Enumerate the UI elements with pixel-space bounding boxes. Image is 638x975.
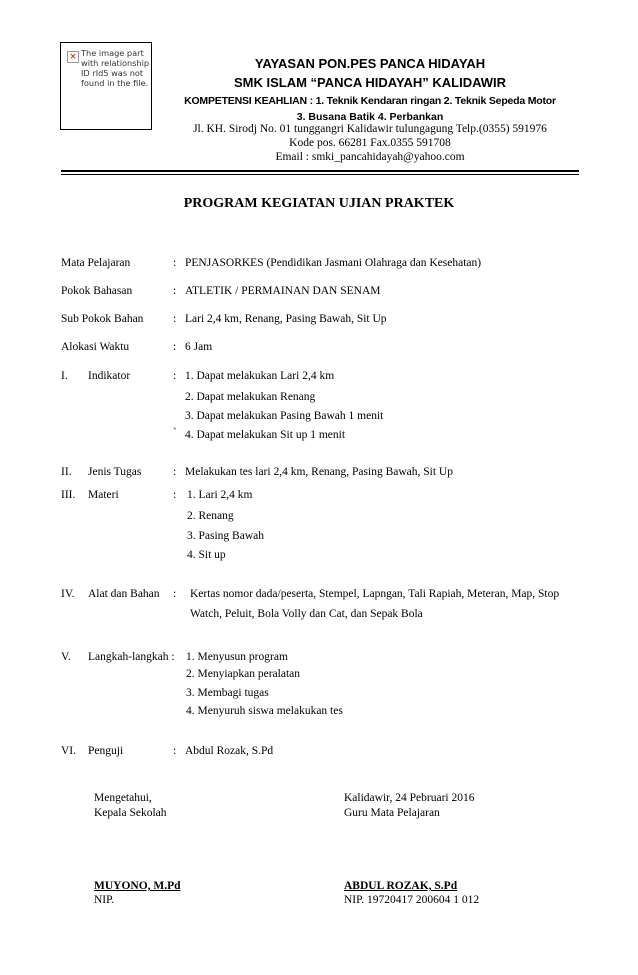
header-divider-thin: [61, 174, 579, 175]
section-number: V.: [61, 651, 71, 663]
stray-backtick: `: [173, 427, 177, 439]
penguji-value: Abdul Rozak, S.Pd: [185, 745, 274, 757]
jenis-tugas-label: Jenis Tugas: [88, 466, 142, 478]
langkah-item: 2. Menyiapkan peralatan: [186, 668, 300, 680]
school-name: SMK ISLAM “PANCA HIDAYAH” KALIDAWIR: [233, 75, 507, 90]
colon: :: [173, 257, 177, 269]
indikator-item: 2. Dapat melakukan Renang: [185, 391, 316, 403]
colon: :: [173, 466, 177, 478]
broken-image-text: The image part with relationship ID rId5 was not found in the file.: [81, 48, 150, 88]
colon: :: [173, 285, 177, 297]
section-number: VI.: [61, 745, 77, 757]
mapel-label: Mata Pelajaran: [61, 257, 131, 269]
alat-bahan-line: Watch, Peluit, Bola Volly dan Cat, dan Sepak Bola: [190, 608, 423, 620]
materi-item: 3. Pasing Bawah: [187, 530, 264, 542]
acknowledged-label: Mengetahui,: [94, 792, 152, 804]
colon: :: [173, 313, 177, 325]
pokok-value: ATLETIK / PERMAINAN DAN SENAM: [185, 285, 381, 297]
alokasi-value: 6 Jam: [185, 341, 213, 353]
langkah-label: Langkah-langkah :: [88, 651, 175, 663]
broken-image-icon: ×: [67, 51, 79, 63]
teacher-nip: NIP. 19720417 200604 1 012: [344, 894, 480, 906]
place-date: Kalidawir, 24 Pebruari 2016: [344, 792, 475, 804]
colon: :: [173, 370, 177, 382]
colon: :: [173, 489, 177, 501]
section-number: IV.: [61, 588, 75, 600]
document-title: PROGRAM KEGIATAN UJIAN PRAKTEK: [183, 196, 455, 211]
materi-item: 1. Lari 2,4 km: [187, 489, 253, 501]
postal-fax: Kode pos. 66281 Fax.0355 591708: [289, 137, 451, 149]
teacher-name: ABDUL ROZAK, S.Pd: [344, 880, 458, 892]
principal-title: Kepala Sekolah: [94, 807, 167, 819]
colon: :: [173, 745, 177, 757]
indikator-item: 1. Dapat melakukan Lari 2,4 km: [185, 370, 335, 382]
pokok-label: Pokok Bahasan: [61, 285, 133, 297]
penguji-label: Penguji: [88, 745, 124, 757]
indikator-item: 3. Dapat melakukan Pasing Bawah 1 menit: [185, 410, 384, 422]
materi-label: Materi: [88, 489, 119, 501]
email: Email : smki_pancahidayah@yahoo.com: [275, 151, 465, 163]
materi-item: 4. Sit up: [187, 549, 226, 561]
school-foundation-name: YAYASAN PON.PES PANCA HIDAYAH: [254, 56, 486, 71]
section-number: I.: [61, 370, 68, 382]
competency-line-1: KOMPETENSI KEAHLIAN : 1. Teknik Kendaran ringan 2. Teknik Sepeda Motor: [184, 95, 556, 107]
langkah-item: 3. Membagi tugas: [186, 687, 269, 699]
principal-name: MUYONO, M.Pd: [94, 880, 181, 892]
indikator-label: Indikator: [88, 370, 131, 382]
teacher-title: Guru Mata Pelajaran: [344, 807, 440, 819]
colon: :: [173, 588, 177, 600]
mapel-value: PENJASORKES (Pendidikan Jasmani Olahraga dan Kesehatan): [185, 257, 482, 269]
colon: :: [173, 341, 177, 353]
sub-label: Sub Pokok Bahan: [61, 313, 144, 325]
header-divider-thick: [61, 170, 579, 172]
materi-item: 2. Renang: [187, 510, 234, 522]
section-number: II.: [61, 466, 72, 478]
langkah-item: 1. Menyusun program: [186, 651, 288, 663]
logo-placeholder: [60, 42, 152, 130]
indikator-item: 4. Dapat melakukan Sit up 1 menit: [185, 429, 346, 441]
competency-line-2: 3. Busana Batik 4. Perbankan: [296, 111, 444, 123]
address: Jl. KH. Sirodj No. 01 tunggangri Kalidawir tulungagung Telp.(0355) 591976: [193, 123, 547, 135]
jenis-tugas-value: Melakukan tes lari 2,4 km, Renang, Pasing Bawah, Sit Up: [185, 466, 453, 478]
alat-bahan-label: Alat dan Bahan: [88, 588, 160, 600]
alat-bahan-line: Kertas nomor dada/peserta, Stempel, Lapngan, Tali Rapiah, Meteran, Map, Stop: [190, 588, 560, 600]
langkah-item: 4. Menyuruh siswa melakukan tes: [186, 705, 343, 717]
principal-nip: NIP.: [94, 894, 115, 906]
section-number: III.: [61, 489, 76, 501]
sub-value: Lari 2,4 km, Renang, Pasing Bawah, Sit Up: [185, 313, 387, 325]
alokasi-label: Alokasi Waktu: [61, 341, 130, 353]
